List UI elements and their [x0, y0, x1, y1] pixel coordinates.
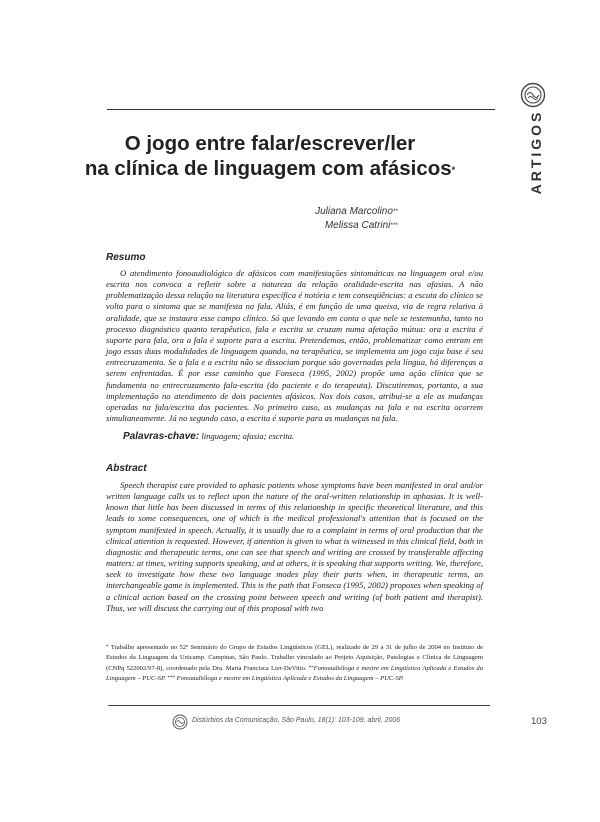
section-label: ARTIGOS	[528, 109, 544, 195]
resumo-body	[106, 268, 483, 424]
abstract-paragraph: Speech therapist care provided to aphasic patients whose symptoms have been manifested in oral and/or written language calls us to reflect upon the nature of the oral-written relationship in aphasias. It is well-known that little has been discussed in terms of this relationship in specific theoretical literature, and this leads to some consequences, one of which is the medical professional's attention that is focused on the symptom manifested in speech. Actually, it is usually due to a complaint in terms of oral production that the clinical attention is requested. However, if attention is given to what is witnessed in this clinical field, both in diagnostic and therapeutic terms, one can see that speech and writing are crossed by transferable affecting matters: at times, writing supports speaking, and at others, it is speaking that supports writing. We, therefore, seek to investigate how these two language modes play their parts when, in therapeutic terms, an interchangeable game is implemented. This is the path that Fonseca (1995, 2002) proposes when speaking of a clinical action based on the crossing point between speech and writing (of both patient and therapist). Thus, we will discuss the carrying out of this proposal with two	[106, 480, 483, 613]
keywords-value: linguagem; afasia; escrita.	[201, 431, 295, 441]
journal-logo-small-icon	[172, 714, 188, 730]
keywords	[123, 431, 483, 442]
footer-rule	[108, 705, 490, 706]
author-list	[150, 205, 398, 232]
journal-citation: Distúrbios da Comunicação, São Paulo, 18(1): 103-109, abril, 2006	[192, 717, 401, 724]
journal-logo-icon	[520, 82, 546, 108]
resumo-paragraph: O atendimento fonoaudiológico de afásicos com manifestações sintomáticas na linguagem oral e/ou escrita nos convoca a refletir sobre a natureza da relação oralidade-escrita nas afasias. A não problematização dessa relação na literatura específica é notória e tem conseqüências: a escuta do clínico se volta para o sintoma que se manifesta na fala. Aliás, é em função de uma queixa, via de regra relativa à oralidade, que se instaura esse campo clínico. Só que levando em conta o que nele se testemunha, tanto no processo diagnóstico quanto terapêutico, fala e escrita se cruzam numa afetação mútua: ora a escrita é suporte para fala, ora a fala é suporte para a escrita. Pretendemos, então, problematizar como entram em jogo essas duas modalidades de linguagem quando, na terapêutica, se implementa um jogo cuja base é seu entrecruzamento. Se a fala e a escrita não se dissociam porque são governadas pela língua, há diferenças a serem enfrentadas. É por esse caminho que Fonseca (1995, 2002) propõe uma ação clínica que se fundamenta no entrecruzamento fala-escrita (do paciente e do terapeuta). Discutiremos, portanto, a sua implementação no atendimento de dois pacientes afásicos. Nos dois casos, atribui-se a ele as mudanças operadas na fala/escrita dos pacientes. No primeiro caso, as mudanças na fala e na escrita ocorrem simultaneamente. Já no segundo caso, a escrita é suporte para as mudanças na fala.	[106, 268, 483, 424]
footnote: * Trabalho apresentado no 52º Seminário do Grupo de Estudos Lingüísticos (GEL), realizado de 29 a 31 de julho de 2004 no Instituto de Estudos da Linguagem da Unicamp. Campinas, São Paulo. Trabalho vinculado ao Projeto Aquisição, Patologias e Clínica de Linguagem (CNPq 522002/97-8), coordenado pela Dra. Maria Francisca Lier-DeVitto. **Fonoaudióloga e mestre em Lingüística Aplicada e Estudos da Linguagem – PUC-SP. *** Fonoaudióloga e mestre em Lingüística Aplicada e Estudos da Linguagem – PUC-SP.	[106, 644, 483, 682]
page-number: 103	[531, 716, 547, 727]
header-rule	[107, 109, 495, 110]
title-line-2: na clínica de linguagem com afásicos*	[84, 157, 456, 180]
abstract-body	[106, 480, 483, 614]
resumo-heading: Resumo	[106, 252, 146, 263]
article-title	[70, 131, 470, 181]
author-1: Juliana Marcolino**	[315, 206, 398, 217]
title-footnote-mark: *	[451, 165, 456, 175]
author-2: Melissa Catrini***	[324, 219, 398, 231]
title-line-1: O jogo entre falar/escrever/ler	[124, 132, 416, 155]
abstract-heading: Abstract	[106, 463, 147, 474]
keywords-label: Palavras-chave:	[123, 431, 200, 442]
